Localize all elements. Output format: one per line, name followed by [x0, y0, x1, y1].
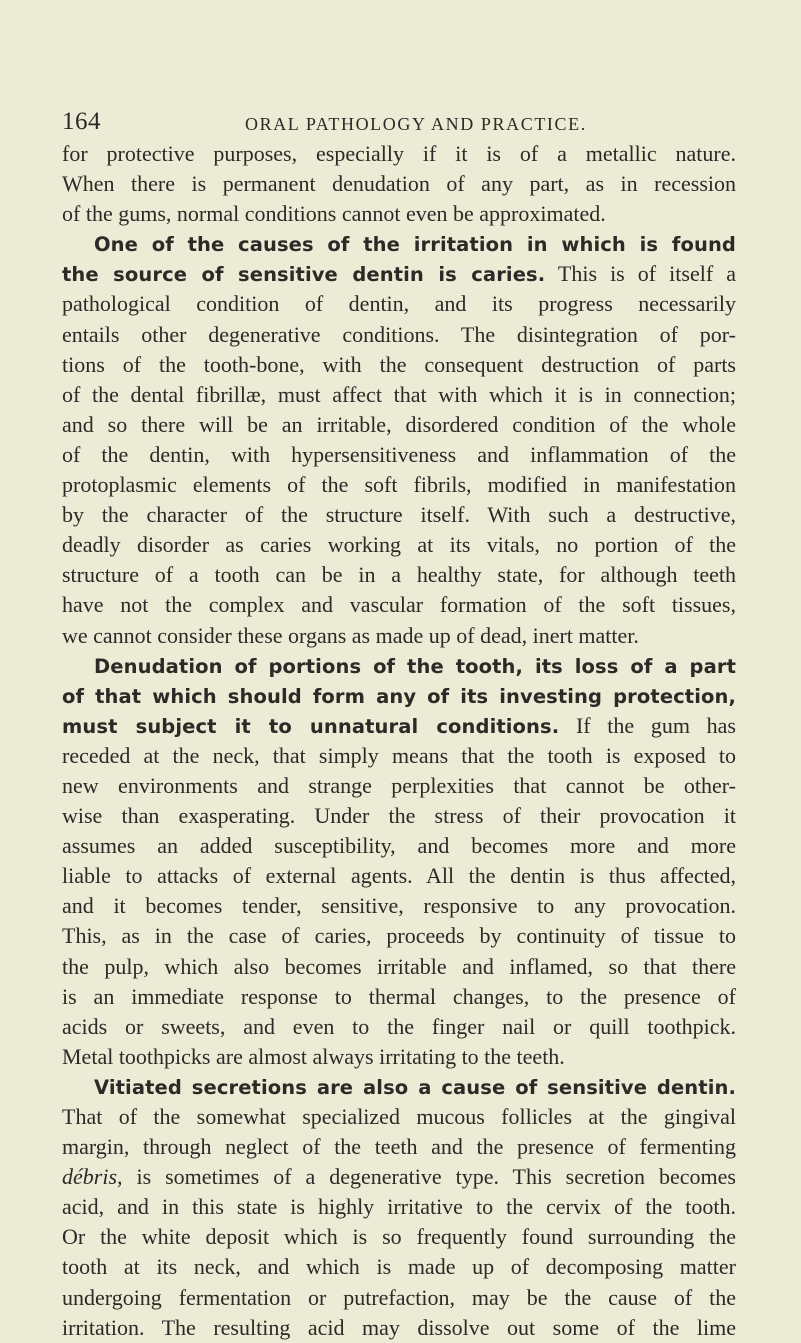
text-line	[62, 560, 736, 590]
text-line	[62, 320, 736, 350]
line-text: This is of itself a	[545, 261, 736, 287]
text-line	[62, 380, 736, 410]
line-text: undergoing fermentation or putrefaction, may be the cause of the	[62, 1284, 736, 1310]
line-text: the pulp, which also becomes irritable and inflamed, so that there	[62, 953, 736, 979]
text-line	[62, 289, 736, 319]
bold-heading-text: Denudation of portions of the tooth, its loss of a part	[94, 654, 736, 678]
line-text: receded at the neck, that simply means that the tooth is exposed to	[62, 742, 736, 768]
line-text: for protective purposes, especially if it is of a metallic nature.	[62, 141, 736, 166]
line-text: have not the complex and vascular formation of the soft tissues,	[62, 592, 736, 618]
text-line	[62, 139, 736, 169]
text-line	[62, 681, 736, 711]
text-line	[62, 410, 736, 440]
bold-heading-text: must subject it to unnatural conditions.	[62, 714, 560, 738]
text-line	[62, 741, 736, 771]
text-line	[62, 1192, 736, 1222]
page-number: 164	[62, 108, 101, 135]
body-text	[62, 139, 736, 1343]
bold-heading-text: One of the causes of the irritation in which is found	[94, 233, 736, 257]
text-line	[62, 801, 736, 831]
text-line	[62, 1162, 736, 1192]
line-text: This, as in the case of caries, proceeds by continuity of tissue to	[62, 923, 736, 949]
running-head: ORAL PATHOLOGY AND PRACTICE.	[245, 114, 587, 134]
line-text: That of the somewhat specialized mucous follicles at the gingival	[62, 1104, 736, 1129]
text-line	[62, 651, 736, 681]
text-line	[62, 1252, 736, 1282]
text-line	[62, 1132, 736, 1162]
page-header	[62, 108, 742, 138]
line-text: is an immediate response to thermal changes, to the presence of	[62, 983, 736, 1009]
text-line	[62, 1012, 736, 1042]
text-line	[62, 350, 736, 380]
bold-heading-text: of that which should form any of its investing protection,	[62, 684, 736, 708]
text-line	[62, 1222, 736, 1252]
line-text: acid, and in this state is highly irritative to the cervix of the tooth.	[62, 1194, 736, 1220]
line-text: liable to attacks of external agents. All the dentin is thus affected,	[62, 863, 736, 889]
text-line	[62, 952, 736, 982]
line-text: deadly disorder as caries working at its vitals, no portion of the	[62, 532, 736, 558]
text-line	[62, 861, 736, 891]
text-line	[62, 169, 736, 199]
text-line	[62, 771, 736, 801]
line-text: structure of a tooth can be in a healthy state, for although teeth	[62, 562, 736, 588]
line-text: wise than exasperating. Under the stress of their provocation it	[62, 803, 736, 829]
line-text: entails other degenerative conditions. The disintegration of por-	[62, 321, 736, 347]
text-line	[62, 500, 736, 530]
bold-heading-text: the source of sensitive dentin is caries.	[62, 263, 546, 287]
text-line	[62, 470, 736, 500]
text-line	[62, 711, 736, 741]
text-line	[62, 1042, 736, 1072]
bold-heading-text: Vitiated secretions are also a cause of sensitive dentin.	[94, 1075, 736, 1099]
line-text: If the gum has	[559, 712, 736, 738]
line-text: tions of the tooth-bone, with the consequent destruction of parts	[62, 351, 736, 377]
line-text: protoplasmic elements of the soft fibrils, modified in manifestation	[62, 472, 736, 498]
line-text: of the dental fibrillæ, must affect that with which it is in connection;	[62, 381, 736, 407]
text-line	[62, 440, 736, 470]
text-line	[62, 259, 736, 289]
text-line	[62, 831, 736, 861]
line-text: we cannot consider these organs as made up of dead, inert matter.	[62, 622, 639, 648]
text-line	[62, 891, 736, 921]
line-text: When there is permanent denudation of any part, as in recession	[62, 171, 736, 197]
line-text: acids or sweets, and even to the finger nail or quill toothpick.	[62, 1013, 736, 1039]
line-text: tooth at its neck, and which is made up of decomposing matter	[62, 1254, 736, 1280]
text-line	[62, 1313, 736, 1343]
line-text: by the character of the structure itself. With such a destructive,	[62, 502, 736, 528]
line-text: new environments and strange perplexities that cannot be other-	[62, 772, 736, 798]
text-line	[62, 590, 736, 620]
line-text: of the gums, normal conditions cannot even be approximated.	[62, 201, 606, 227]
text-line	[62, 982, 736, 1012]
line-text: margin, through neglect of the teeth and the presence of fermenting	[62, 1134, 736, 1160]
text-line	[62, 621, 736, 651]
line-text: Metal toothpicks are almost always irritating to the teeth.	[62, 1043, 565, 1069]
line-text: is sometimes of a degenerative type. This secretion becomes	[122, 1164, 736, 1190]
line-text: irritation. The resulting acid may dissolve out some of the lime	[62, 1314, 736, 1340]
text-line	[62, 921, 736, 951]
line-text: assumes an added susceptibility, and becomes more and more	[62, 833, 736, 859]
text-line	[62, 1072, 736, 1102]
line-text: and it becomes tender, sensitive, responsive to any provocation.	[62, 893, 736, 919]
italic-text: débris,	[62, 1164, 123, 1190]
text-line	[62, 1102, 736, 1132]
line-text: and so there will be an irritable, disordered condition of the whole	[62, 411, 736, 437]
line-text: pathological condition of dentin, and its progress necessarily	[62, 291, 736, 317]
text-line	[62, 1283, 736, 1313]
line-text: Or the white deposit which is so frequently found surrounding the	[62, 1224, 736, 1250]
text-line	[62, 199, 736, 229]
text-line	[62, 530, 736, 560]
text-line	[62, 229, 736, 259]
line-text: of the dentin, with hypersensitiveness and inflammation of the	[62, 441, 736, 467]
